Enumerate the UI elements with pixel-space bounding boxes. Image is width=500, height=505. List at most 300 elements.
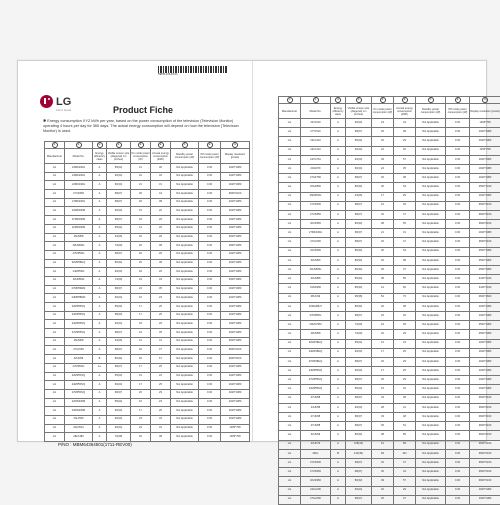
col-header: Off mode power consumption (W) (199, 149, 221, 164)
table-cell: 3840*1600 (470, 293, 500, 302)
table-cell: 55(22) (107, 372, 131, 381)
table-cell: 0.30 (446, 431, 470, 440)
table-cell: 34UM59 (301, 256, 331, 265)
table-cell: 68(27) (107, 329, 131, 338)
table-cell: A (331, 486, 346, 495)
table-cell: 27UK600 (301, 458, 331, 467)
table-cell: A (331, 394, 346, 403)
table-cell: 48 (394, 413, 416, 422)
table-cell: 17 (372, 367, 394, 376)
col-header: Energy efficiency class (93, 149, 107, 164)
table-cell: 0.30 (199, 276, 221, 285)
table-cell: 68(27) (107, 389, 131, 398)
table-cell: 22MP59VQ (65, 372, 93, 381)
table-cell: 25 (151, 407, 171, 416)
table-cell: A (93, 268, 107, 277)
table-cell: 55(22) (107, 398, 131, 407)
table-cell: 47 (151, 346, 171, 355)
table-cell: A (331, 348, 346, 357)
table-cell: 68(27) (346, 422, 372, 431)
table-cell: Not Applicable (416, 440, 446, 449)
table-cell: A (331, 293, 346, 302)
table-cell: Not Applicable (416, 468, 446, 477)
table-cell: 35 (394, 164, 416, 173)
table-cell: 21 (372, 229, 394, 238)
table-cell: LG (45, 415, 65, 424)
table-row (45, 233, 250, 242)
table-cell: 0.30 (199, 190, 221, 199)
table-cell: 25MP60G (301, 192, 331, 201)
table-cell: A (93, 320, 107, 329)
table-cell: 14 (131, 224, 151, 233)
table-cell: LG (279, 394, 301, 403)
table-row (279, 164, 500, 173)
table-cell: 1920*1080 (221, 285, 250, 294)
table-cell: A (331, 385, 346, 394)
table-cell: 52 (372, 293, 394, 302)
table-cell: A (331, 275, 346, 284)
table-cell: 41 (394, 403, 416, 412)
table-cell: 0.30 (446, 238, 470, 247)
table-cell: A (93, 259, 107, 268)
table-cell: 0.30 (199, 381, 221, 390)
table-cell: Not Applicable (416, 284, 446, 293)
table-cell: A (331, 238, 346, 247)
table-cell: LG (45, 320, 65, 329)
col-header: Off mode power consumption (W) (446, 104, 470, 119)
table-cell: 32 (372, 210, 394, 219)
table-cell: 0.30 (446, 174, 470, 183)
table-cell: 1920*1080 (470, 486, 500, 495)
table-cell: LG (279, 146, 301, 155)
table-cell: 22 (131, 172, 151, 181)
col-header: Standby power consumption (W) (171, 149, 199, 164)
col-header: Visible screen size (diagonal) cm (inches) (107, 149, 131, 164)
table-cell: A (93, 224, 107, 233)
table-cell: 1920*1080 (221, 268, 250, 277)
table-cell: Not Applicable (416, 458, 446, 467)
table-cell: 26 (151, 216, 171, 225)
table-cell: 1920*1080 (470, 192, 500, 201)
table-cell: Not Applicable (416, 174, 446, 183)
table-cell: 24 (372, 321, 394, 330)
table-cell: 25UM68 (65, 337, 93, 346)
logo-tagline: Life's Good (56, 108, 71, 112)
table-cell: 1920*1080 (221, 198, 250, 207)
table-cell: 80(32) (346, 183, 372, 192)
table-row (45, 433, 250, 442)
table-cell: Not Applicable (416, 449, 446, 458)
table-row (45, 172, 250, 181)
table-cell: 86(34) (346, 275, 372, 284)
table-cell: Not Applicable (171, 164, 199, 173)
table-cell: A (331, 155, 346, 164)
table-cell: LG (279, 458, 301, 467)
table-row (279, 137, 500, 146)
table-cell: Not Applicable (416, 348, 446, 357)
table-cell: A (331, 229, 346, 238)
table-cell: 68(27) (346, 376, 372, 385)
table-cell: Not Applicable (416, 128, 446, 137)
table-cell: A (331, 128, 346, 137)
table-cell: 0.30 (199, 242, 221, 251)
table-cell: 68(27) (346, 128, 372, 137)
table-row (45, 242, 250, 251)
table-cell: 27UK500 (301, 201, 331, 210)
table-cell: 64(25) (107, 233, 131, 242)
table-cell: 49UL (301, 449, 331, 458)
table-row (279, 376, 500, 385)
table-cell: 3840*2160 (470, 477, 500, 486)
table-cell: 37 (394, 495, 416, 504)
table-cell: LG (279, 183, 301, 192)
table-cell: 1920*1080 (221, 389, 250, 398)
table-cell: 73(29) (107, 276, 131, 285)
table-cell: 2560*1080 (470, 247, 500, 256)
table-cell: 3840*2160 (221, 346, 250, 355)
col-number: ⑥ (394, 97, 416, 104)
table-cell: LG (279, 238, 301, 247)
table-cell: LG (279, 284, 301, 293)
table-cell: A (331, 468, 346, 477)
table-cell: 34 (151, 415, 171, 424)
table-cell: 39 (372, 477, 394, 486)
table-cell: 16 (131, 294, 151, 303)
col-header: Manufacturer (45, 149, 65, 164)
table-cell: 1920*1080 (470, 155, 500, 164)
table-row (279, 155, 500, 164)
table-cell: Not Applicable (416, 477, 446, 486)
table-cell: LG (279, 330, 301, 339)
table-cell: A (93, 329, 107, 338)
table-cell: A (331, 256, 346, 265)
table-cell: 34 (394, 119, 416, 128)
table-cell: A (93, 198, 107, 207)
table-cell: LG (279, 275, 301, 284)
table-cell: A (331, 146, 346, 155)
table-cell: 24MK430H (65, 181, 93, 190)
table-cell: 1920*1080 (221, 164, 250, 173)
table-cell: 26 (151, 320, 171, 329)
table-cell: 24 (131, 285, 151, 294)
table-cell: Not Applicable (171, 207, 199, 216)
table-row (279, 486, 500, 495)
table-cell: 0.30 (446, 495, 470, 504)
table-cell: 16 (372, 339, 394, 348)
table-cell: 1920*1080 (470, 311, 500, 320)
table-cell: 55(22) (346, 339, 372, 348)
table-cell: Not Applicable (171, 294, 199, 303)
table-cell: Not Applicable (416, 394, 446, 403)
table-cell: A (331, 376, 346, 385)
table-cell: LG (279, 302, 301, 311)
table-cell: 68(27) (107, 190, 131, 199)
table-cell: A (331, 183, 346, 192)
table-cell: 3840*2160 (470, 458, 500, 467)
table-cell: LG (279, 256, 301, 265)
table-cell: 32UD99 (301, 431, 331, 440)
table-cell: LG (45, 329, 65, 338)
table-cell: A (93, 433, 107, 442)
col-header: Model No. (301, 104, 331, 119)
table-cell: 27MP58VQ (301, 376, 331, 385)
table-cell: 80(32) (107, 259, 131, 268)
table-cell: 80(32) (346, 431, 372, 440)
table-cell: 1920*1080 (470, 128, 500, 137)
table-cell: Not Applicable (171, 172, 199, 181)
table-cell: Not Applicable (171, 329, 199, 338)
table-cell: 32GK850 (301, 183, 331, 192)
table-cell: 0.30 (446, 458, 470, 467)
table-cell: 23 (131, 415, 151, 424)
left-fiche-table (44, 141, 250, 442)
table-row (45, 250, 250, 259)
table-cell: 86(34) (346, 256, 372, 265)
table-cell: 46 (131, 355, 151, 364)
table-cell: LG (279, 477, 301, 486)
table-cell: 1920*1080 (221, 294, 250, 303)
table-row (279, 321, 500, 330)
table-cell: 68(27) (346, 394, 372, 403)
table-cell: 32 (131, 346, 151, 355)
table-cell: A (331, 321, 346, 330)
table-cell: LG (279, 174, 301, 183)
table-cell: 23 (372, 119, 394, 128)
table-cell: 68(27) (346, 229, 372, 238)
table-row (45, 294, 250, 303)
table-cell: 23 (394, 339, 416, 348)
table-cell: A (331, 220, 346, 229)
table-cell: 24LK410 (301, 146, 331, 155)
table-cell: LG (45, 337, 65, 346)
table-cell: 38 (372, 431, 394, 440)
col-number: ① (45, 142, 65, 149)
table-cell: 22MP58VQ (301, 385, 331, 394)
table-cell: 1920*1080 (221, 407, 250, 416)
table-cell: 0.30 (446, 137, 470, 146)
table-cell: 2560*1080 (221, 276, 250, 285)
table-cell: 0.30 (446, 376, 470, 385)
table-cell: 22MN430M (65, 398, 93, 407)
col-number: ⑦ (416, 97, 446, 104)
table-cell: 1920*1080 (470, 137, 500, 146)
table-cell: 0.30 (199, 337, 221, 346)
table-cell: LG (45, 424, 65, 433)
table-cell: A (331, 201, 346, 210)
table-cell: 27MK400H (65, 198, 93, 207)
table-cell: 0.30 (199, 250, 221, 259)
table-cell: LG (45, 389, 65, 398)
table-cell: 27MK600M (65, 216, 93, 225)
table-cell: A (93, 233, 107, 242)
table-cell: 1920*1080 (470, 164, 500, 173)
table-cell: A (93, 216, 107, 225)
table-row (45, 276, 250, 285)
table-cell: A (93, 285, 107, 294)
table-cell: 73(29) (346, 321, 372, 330)
table-cell: 23 (151, 294, 171, 303)
table-cell: 1920*1080 (470, 385, 500, 394)
table-cell: 3840*2160 (470, 201, 500, 210)
table-cell: Not Applicable (416, 256, 446, 265)
table-cell: 1920*1080 (221, 381, 250, 390)
table-cell: 0.30 (446, 449, 470, 458)
table-cell: 0.30 (446, 477, 470, 486)
table-cell: A (93, 181, 107, 190)
table-row (279, 357, 500, 366)
table-cell: Not Applicable (416, 431, 446, 440)
table-cell: 25 (394, 367, 416, 376)
table-cell: 68(27) (107, 285, 131, 294)
table-cell: LG (45, 303, 65, 312)
table-cell: Not Applicable (416, 275, 446, 284)
table-cell: 27UD58 (301, 394, 331, 403)
table-cell: 26 (372, 128, 394, 137)
table-cell: 1920*1080 (221, 329, 250, 338)
table-row (45, 320, 250, 329)
table-cell: 57 (394, 155, 416, 164)
col-number: ② (65, 142, 93, 149)
table-cell: Not Applicable (416, 367, 446, 376)
table-cell: 26 (131, 198, 151, 207)
table-cell: Not Applicable (171, 372, 199, 381)
col-number: ⑦ (171, 142, 199, 149)
table-cell: Not Applicable (416, 201, 446, 210)
table-cell: LG (45, 198, 65, 207)
table-row (45, 329, 250, 338)
col-header: Manufacturer (279, 104, 301, 119)
table-cell: 68(27) (107, 250, 131, 259)
table-cell: LG (45, 233, 65, 242)
table-cell: 0.30 (199, 363, 221, 372)
table-row (45, 285, 250, 294)
table-cell: 0.30 (446, 256, 470, 265)
table-cell: 38UC99 (301, 293, 331, 302)
col-header: Standby power consumption (W) (416, 104, 446, 119)
table-row (279, 119, 500, 128)
table-cell: 1920*1080 (221, 181, 250, 190)
table-cell: 27UK850 (301, 210, 331, 219)
table-cell: 0.30 (199, 216, 221, 225)
table-cell: 47 (394, 210, 416, 219)
table-cell: Not Applicable (171, 355, 199, 364)
table-cell: 1366*768 (221, 424, 250, 433)
table-cell: 17 (131, 407, 151, 416)
table-cell: 60(24) (107, 407, 131, 416)
table-row (279, 174, 500, 183)
table-cell: Not Applicable (171, 389, 199, 398)
table-cell: A (331, 339, 346, 348)
table-cell: 24MP48HQ (301, 348, 331, 357)
table-cell: 26 (151, 268, 171, 277)
table-cell: LG (279, 367, 301, 376)
table-cell: LG (279, 468, 301, 477)
table-cell: 0.30 (446, 275, 470, 284)
lg-logo-icon (40, 95, 53, 108)
table-cell: 15 (131, 207, 151, 216)
table-cell: LG (45, 372, 65, 381)
table-cell: Not Applicable (416, 339, 446, 348)
table-cell: LG (279, 376, 301, 385)
table-cell: 1920*1080 (221, 259, 250, 268)
table-cell: 22 (151, 372, 171, 381)
table-cell: 68(27) (346, 238, 372, 247)
col-number: ② (301, 97, 331, 104)
table-cell: LG (45, 190, 65, 199)
table-cell: A (93, 164, 107, 173)
table-cell: Not Applicable (416, 321, 446, 330)
table-cell: LG (279, 229, 301, 238)
right-table-body (279, 119, 500, 505)
table-row (45, 415, 250, 424)
table-cell: 27UK650 (301, 468, 331, 477)
table-cell: 35 (151, 285, 171, 294)
table-cell: 68(27) (346, 174, 372, 183)
table-row (45, 363, 250, 372)
table-cell: 21 (131, 164, 151, 173)
table-cell: 3840*2160 (470, 468, 500, 477)
table-cell: 3840*2160 (470, 220, 500, 229)
table-cell: Not Applicable (416, 311, 446, 320)
col-header: Visible screen size (diagonal) cm (inches) (346, 104, 372, 119)
table-cell: 1920*1080 (470, 376, 500, 385)
table-cell: A (331, 367, 346, 376)
table-row (279, 403, 500, 412)
table-cell: 25 (394, 192, 416, 201)
table-cell: 29 (394, 357, 416, 366)
table-cell: 3440*1440 (470, 284, 500, 293)
table-cell: Not Applicable (171, 337, 199, 346)
table-cell: 31 (151, 337, 171, 346)
table-cell: 0.30 (199, 207, 221, 216)
table-cell: 3840*2160 (221, 355, 250, 364)
table-cell: 15 (131, 372, 151, 381)
table-cell: A (331, 247, 346, 256)
table-cell: 60(24) (107, 320, 131, 329)
table-row (45, 346, 250, 355)
page-title: Product Fiche (113, 105, 173, 115)
table-cell: Not Applicable (171, 381, 199, 390)
energy-note-text: Energy consumption XYZ kWh per year, based on the power consumption of the television (Television Monitor) operating 4 hours per day for 365 days. The actual energy consumption will depend on how the television (Television Monitor) is used. (43, 119, 239, 133)
table-cell: 20 (372, 357, 394, 366)
table-cell: 32 (394, 311, 416, 320)
table-cell: 24MP88HM (65, 294, 93, 303)
table-cell: 0.30 (199, 389, 221, 398)
table-cell: 3840*2160 (470, 394, 500, 403)
table-cell: 2560*1080 (221, 233, 250, 242)
table-cell: 68(27) (107, 216, 131, 225)
table-cell: 69 (372, 449, 394, 458)
table-cell: 25 (151, 363, 171, 372)
table-cell: 0.30 (199, 268, 221, 277)
table-cell: 1920*1080 (470, 495, 500, 504)
table-cell: 27UK650 (65, 190, 93, 199)
col-number: ④ (107, 142, 131, 149)
table-cell: 0.30 (446, 183, 470, 192)
table-cell: 44 (151, 190, 171, 199)
table-cell: LG (279, 192, 301, 201)
table-cell: LG (279, 210, 301, 219)
table-cell: 60(24) (346, 155, 372, 164)
table-row (279, 348, 500, 357)
table-cell: LG (45, 433, 65, 442)
table-cell: 24MP59VQ (65, 381, 93, 390)
table-cell: Not Applicable (171, 320, 199, 329)
table-row (279, 330, 500, 339)
table-row (45, 303, 250, 312)
table-cell: 68(27) (346, 468, 372, 477)
table-cell: 55(22) (107, 164, 131, 173)
